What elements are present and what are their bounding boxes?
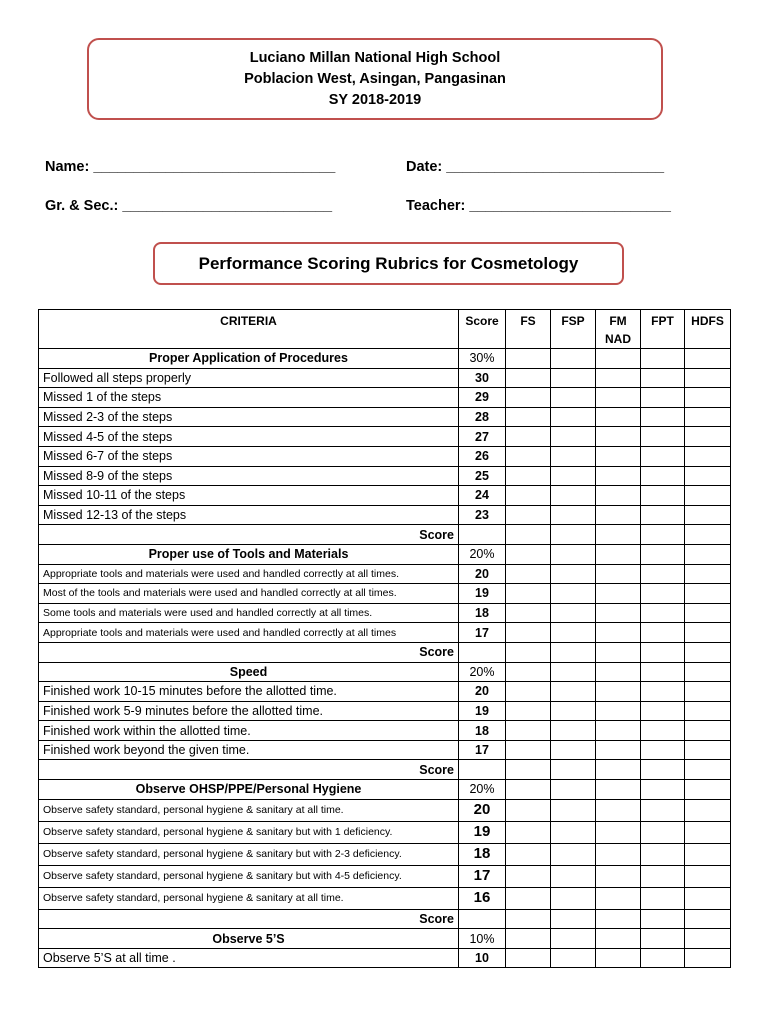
- rating-cell-fs[interactable]: [506, 843, 551, 865]
- score-cell: 19: [459, 821, 506, 843]
- criteria-cell: Finished work 10-15 minutes before the allotted time.: [39, 682, 459, 702]
- rating-cell-hdfs[interactable]: [685, 865, 731, 887]
- rating-cell-fsp[interactable]: [551, 564, 596, 584]
- rating-cell-fpt[interactable]: [641, 564, 685, 584]
- table-row: [39, 887, 731, 909]
- table-row: [39, 349, 731, 369]
- score-cell: 28: [459, 407, 506, 427]
- score-cell: 17: [459, 740, 506, 760]
- criteria-cell: Missed 12-13 of the steps: [39, 505, 459, 525]
- score-cell: 10%: [459, 929, 506, 949]
- rating-cell-fpt[interactable]: [641, 446, 685, 466]
- rating-cell-fsp[interactable]: [551, 721, 596, 741]
- rating-cell-fs[interactable]: [506, 446, 551, 466]
- rating-cell-fm-nad[interactable]: [596, 642, 641, 662]
- rating-cell-hdfs[interactable]: [685, 843, 731, 865]
- rating-cell-fs[interactable]: [506, 486, 551, 506]
- rating-cell-fs[interactable]: [506, 909, 551, 929]
- rubric-body: [39, 349, 731, 968]
- rating-cell-fpt[interactable]: [641, 603, 685, 623]
- criteria-cell: Observe 5’S at all time .: [39, 948, 459, 968]
- criteria-cell: Missed 1 of the steps: [39, 388, 459, 408]
- rating-cell-fs[interactable]: [506, 642, 551, 662]
- rating-cell-fs[interactable]: [506, 349, 551, 369]
- score-cell: 17: [459, 623, 506, 643]
- criteria-section-cell: Speed: [39, 662, 459, 682]
- table-row: [39, 682, 731, 702]
- header-fpt: FPT: [641, 310, 685, 349]
- rating-cell-fpt[interactable]: [641, 701, 685, 721]
- rating-cell-hdfs[interactable]: [685, 603, 731, 623]
- rating-cell-fm-nad[interactable]: [596, 544, 641, 564]
- rating-cell-hdfs[interactable]: [685, 505, 731, 525]
- rating-cell-fs[interactable]: [506, 948, 551, 968]
- rating-cell-fm-nad[interactable]: [596, 584, 641, 604]
- rating-cell-fpt[interactable]: [641, 780, 685, 800]
- rating-cell-fs[interactable]: [506, 544, 551, 564]
- score-cell: 20: [459, 682, 506, 702]
- rating-cell-fm-nad[interactable]: [596, 843, 641, 865]
- rating-cell-fpt[interactable]: [641, 721, 685, 741]
- rating-cell-fpt[interactable]: [641, 388, 685, 408]
- rating-cell-fpt[interactable]: [641, 887, 685, 909]
- rating-cell-fsp[interactable]: [551, 642, 596, 662]
- score-cell: 16: [459, 887, 506, 909]
- rating-cell-fsp[interactable]: [551, 701, 596, 721]
- criteria-cell: Observe safety standard, personal hygiene & sanitary but with 2-3 deficiency.: [39, 843, 459, 865]
- rating-cell-fpt[interactable]: [641, 662, 685, 682]
- table-row: [39, 564, 731, 584]
- rating-cell-fsp[interactable]: [551, 466, 596, 486]
- table-row: [39, 780, 731, 800]
- rating-cell-hdfs[interactable]: [685, 642, 731, 662]
- rating-cell-fm-nad[interactable]: [596, 623, 641, 643]
- rating-cell-fs[interactable]: [506, 623, 551, 643]
- school-year: SY 2018-2019: [328, 91, 422, 108]
- rating-cell-fpt[interactable]: [641, 486, 685, 506]
- rating-cell-fm-nad[interactable]: [596, 603, 641, 623]
- header-fm: FM: [609, 314, 627, 328]
- rating-cell-fsp[interactable]: [551, 799, 596, 821]
- rating-cell-fs[interactable]: [506, 721, 551, 741]
- rating-cell-fpt[interactable]: [641, 544, 685, 564]
- rating-cell-fpt[interactable]: [641, 760, 685, 780]
- rating-cell-hdfs[interactable]: [685, 821, 731, 843]
- table-header-row: [39, 310, 731, 349]
- rating-cell-fs[interactable]: [506, 799, 551, 821]
- score-cell: 23: [459, 505, 506, 525]
- score-cell: 26: [459, 446, 506, 466]
- rating-cell-fpt[interactable]: [641, 843, 685, 865]
- rating-cell-fm-nad[interactable]: [596, 682, 641, 702]
- rating-cell-fm-nad[interactable]: [596, 486, 641, 506]
- criteria-cell: Some tools and materials were used and handled correctly at all times.: [39, 603, 459, 623]
- rating-cell-fpt[interactable]: [641, 368, 685, 388]
- rating-cell-fs[interactable]: [506, 388, 551, 408]
- rating-cell-fsp[interactable]: [551, 349, 596, 369]
- table-row: [39, 740, 731, 760]
- rating-cell-fpt[interactable]: [641, 407, 685, 427]
- table-row: [39, 388, 731, 408]
- rating-cell-fsp[interactable]: [551, 821, 596, 843]
- rating-cell-fs[interactable]: [506, 887, 551, 909]
- rating-cell-fsp[interactable]: [551, 486, 596, 506]
- rating-cell-fs[interactable]: [506, 929, 551, 949]
- rating-cell-fs[interactable]: [506, 701, 551, 721]
- rating-cell-fm-nad[interactable]: [596, 909, 641, 929]
- table-row: [39, 603, 731, 623]
- table-row: [39, 466, 731, 486]
- rating-cell-hdfs[interactable]: [685, 740, 731, 760]
- score-cell: 20%: [459, 544, 506, 564]
- rating-cell-fs[interactable]: [506, 466, 551, 486]
- rating-cell-fm-nad[interactable]: [596, 948, 641, 968]
- criteria-cell: Finished work within the allotted time.: [39, 721, 459, 741]
- rating-cell-fpt[interactable]: [641, 929, 685, 949]
- score-cell: 18: [459, 721, 506, 741]
- criteria-cell: Missed 10-11 of the steps: [39, 486, 459, 506]
- rating-cell-fpt[interactable]: [641, 682, 685, 702]
- rating-cell-hdfs[interactable]: [685, 929, 731, 949]
- rating-cell-fm-nad[interactable]: [596, 466, 641, 486]
- score-cell: 29: [459, 388, 506, 408]
- rating-cell-fs[interactable]: [506, 780, 551, 800]
- criteria-cell: Appropriate tools and materials were used and handled correctly at all times: [39, 623, 459, 643]
- rating-cell-hdfs[interactable]: [685, 799, 731, 821]
- header-hdfs: HDFS: [685, 310, 731, 349]
- rating-cell-fm-nad[interactable]: [596, 505, 641, 525]
- table-row: [39, 427, 731, 447]
- score-cell: 19: [459, 701, 506, 721]
- rating-cell-hdfs[interactable]: [685, 544, 731, 564]
- rating-cell-fm-nad[interactable]: [596, 780, 641, 800]
- rating-cell-fpt[interactable]: [641, 623, 685, 643]
- rating-cell-fsp[interactable]: [551, 887, 596, 909]
- score-cell[interactable]: [459, 909, 506, 929]
- table-row: [39, 505, 731, 525]
- rating-cell-fs[interactable]: [506, 662, 551, 682]
- rating-cell-fm-nad[interactable]: [596, 821, 641, 843]
- score-cell: 18: [459, 843, 506, 865]
- header-fm-nad: [596, 310, 641, 349]
- score-cell: 18: [459, 603, 506, 623]
- score-cell: 17: [459, 865, 506, 887]
- criteria-section-cell: Proper Application of Procedures: [39, 349, 459, 369]
- criteria-cell: Missed 2-3 of the steps: [39, 407, 459, 427]
- rating-cell-fsp[interactable]: [551, 427, 596, 447]
- rating-cell-hdfs[interactable]: [685, 780, 731, 800]
- rating-cell-fs[interactable]: [506, 865, 551, 887]
- header-fsp: FSP: [551, 310, 596, 349]
- rating-cell-fsp[interactable]: [551, 865, 596, 887]
- rating-cell-fm-nad[interactable]: [596, 721, 641, 741]
- criteria-cell: Finished work beyond the given time.: [39, 740, 459, 760]
- rating-cell-fsp[interactable]: [551, 368, 596, 388]
- rating-cell-hdfs[interactable]: [685, 466, 731, 486]
- table-row: [39, 662, 731, 682]
- rating-cell-hdfs[interactable]: [685, 407, 731, 427]
- rating-cell-fm-nad[interactable]: [596, 887, 641, 909]
- rating-cell-hdfs[interactable]: [685, 349, 731, 369]
- criteria-cell: Appropriate tools and materials were used and handled correctly at all times.: [39, 564, 459, 584]
- rating-cell-fsp[interactable]: [551, 603, 596, 623]
- rating-cell-hdfs[interactable]: [685, 525, 731, 545]
- rating-cell-hdfs[interactable]: [685, 721, 731, 741]
- rating-cell-hdfs[interactable]: [685, 584, 731, 604]
- criteria-cell: Missed 8-9 of the steps: [39, 466, 459, 486]
- criteria-cell: Most of the tools and materials were used and handled correctly at all times.: [39, 584, 459, 604]
- rating-cell-fpt[interactable]: [641, 349, 685, 369]
- table-row: [39, 799, 731, 821]
- table-row: [39, 843, 731, 865]
- rating-cell-fsp[interactable]: [551, 780, 596, 800]
- rating-cell-fpt[interactable]: [641, 584, 685, 604]
- grade-section-field[interactable]: Gr. & Sec.: __________________________: [45, 198, 333, 214]
- rating-cell-fpt[interactable]: [641, 821, 685, 843]
- rating-cell-hdfs[interactable]: [685, 948, 731, 968]
- header-score: Score: [459, 310, 506, 349]
- rating-cell-fsp[interactable]: [551, 388, 596, 408]
- rating-cell-fpt[interactable]: [641, 427, 685, 447]
- rating-cell-hdfs[interactable]: [685, 486, 731, 506]
- rating-cell-hdfs[interactable]: [685, 760, 731, 780]
- rating-cell-hdfs[interactable]: [685, 368, 731, 388]
- date-field[interactable]: Date: ___________________________: [406, 159, 665, 175]
- rating-cell-fm-nad[interactable]: [596, 662, 641, 682]
- table-row: [39, 721, 731, 741]
- criteria-section-cell: Observe OHSP/PPE/Personal Hygiene: [39, 780, 459, 800]
- table-row: [39, 865, 731, 887]
- criteria-section-cell: Proper use of Tools and Materials: [39, 544, 459, 564]
- rating-cell-fm-nad[interactable]: [596, 760, 641, 780]
- rubric-table: [38, 309, 731, 968]
- score-cell: 27: [459, 427, 506, 447]
- rating-cell-fsp[interactable]: [551, 740, 596, 760]
- table-row: [39, 486, 731, 506]
- rating-cell-hdfs[interactable]: [685, 427, 731, 447]
- table-row: [39, 544, 731, 564]
- rating-cell-fs[interactable]: [506, 821, 551, 843]
- criteria-cell: Observe safety standard, personal hygiene & sanitary but with 4-5 deficiency.: [39, 865, 459, 887]
- rating-cell-fpt[interactable]: [641, 865, 685, 887]
- rating-cell-fs[interactable]: [506, 682, 551, 702]
- rating-cell-hdfs[interactable]: [685, 662, 731, 682]
- rating-cell-fm-nad[interactable]: [596, 564, 641, 584]
- table-row: [39, 407, 731, 427]
- score-cell[interactable]: [459, 642, 506, 662]
- rating-cell-fm-nad[interactable]: [596, 701, 641, 721]
- rating-cell-fsp[interactable]: [551, 525, 596, 545]
- rating-cell-fm-nad[interactable]: [596, 407, 641, 427]
- criteria-cell: Observe safety standard, personal hygiene & sanitary at all time.: [39, 799, 459, 821]
- name-field[interactable]: Name: ______________________________: [45, 159, 336, 175]
- score-cell: 20: [459, 564, 506, 584]
- rating-cell-fm-nad[interactable]: [596, 929, 641, 949]
- header-nad: NAD: [605, 332, 631, 346]
- rating-cell-fpt[interactable]: [641, 948, 685, 968]
- rating-cell-hdfs[interactable]: [685, 446, 731, 466]
- table-row: [39, 909, 731, 929]
- rating-cell-fm-nad[interactable]: [596, 740, 641, 760]
- score-cell: 19: [459, 584, 506, 604]
- table-row: [39, 701, 731, 721]
- rating-cell-fsp[interactable]: [551, 682, 596, 702]
- criteria-cell: Observe safety standard, personal hygiene & sanitary but with 1 deficiency.: [39, 821, 459, 843]
- criteria-cell: Finished work 5-9 minutes before the allotted time.: [39, 701, 459, 721]
- rubric-title: Performance Scoring Rubrics for Cosmetology: [153, 242, 624, 285]
- school-address: Poblacion West, Asingan, Pangasinan: [244, 70, 506, 87]
- rating-cell-fs[interactable]: [506, 407, 551, 427]
- rating-cell-fsp[interactable]: [551, 760, 596, 780]
- rating-cell-fsp[interactable]: [551, 505, 596, 525]
- rating-cell-fs[interactable]: [506, 760, 551, 780]
- score-total-label: Score: [39, 525, 459, 545]
- rating-cell-fsp[interactable]: [551, 929, 596, 949]
- score-cell[interactable]: [459, 760, 506, 780]
- criteria-cell: Missed 4-5 of the steps: [39, 427, 459, 447]
- score-cell: 20%: [459, 780, 506, 800]
- teacher-field[interactable]: Teacher: _________________________: [406, 198, 672, 214]
- table-row: [39, 760, 731, 780]
- criteria-cell: Missed 6-7 of the steps: [39, 446, 459, 466]
- score-cell: 20%: [459, 662, 506, 682]
- score-cell: 30: [459, 368, 506, 388]
- rating-cell-fm-nad[interactable]: [596, 446, 641, 466]
- rating-cell-fs[interactable]: [506, 368, 551, 388]
- rating-cell-hdfs[interactable]: [685, 388, 731, 408]
- rating-cell-fm-nad[interactable]: [596, 865, 641, 887]
- rating-cell-fsp[interactable]: [551, 446, 596, 466]
- table-row: [39, 623, 731, 643]
- table-row: [39, 948, 731, 968]
- criteria-cell: Observe safety standard, personal hygiene & sanitary at all time.: [39, 887, 459, 909]
- school-name: Luciano Millan National High School: [249, 49, 501, 66]
- rating-cell-fpt[interactable]: [641, 505, 685, 525]
- rating-cell-hdfs[interactable]: [685, 909, 731, 929]
- rating-cell-fpt[interactable]: [641, 799, 685, 821]
- table-row: [39, 821, 731, 843]
- rating-cell-fs[interactable]: [506, 603, 551, 623]
- rating-cell-fpt[interactable]: [641, 466, 685, 486]
- rating-cell-fsp[interactable]: [551, 843, 596, 865]
- rating-cell-fm-nad[interactable]: [596, 349, 641, 369]
- rating-cell-fsp[interactable]: [551, 544, 596, 564]
- rating-cell-hdfs[interactable]: [685, 623, 731, 643]
- table-row: [39, 929, 731, 949]
- rating-cell-fm-nad[interactable]: [596, 525, 641, 545]
- table-row: [39, 525, 731, 545]
- rating-cell-fpt[interactable]: [641, 642, 685, 662]
- table-row: [39, 642, 731, 662]
- criteria-cell: Followed all steps properly: [39, 368, 459, 388]
- rating-cell-fs[interactable]: [506, 525, 551, 545]
- header-criteria: CRITERIA: [39, 310, 459, 349]
- rating-cell-fm-nad[interactable]: [596, 388, 641, 408]
- rating-cell-fpt[interactable]: [641, 740, 685, 760]
- rating-cell-hdfs[interactable]: [685, 701, 731, 721]
- score-total-label: Score: [39, 760, 459, 780]
- rating-cell-fpt[interactable]: [641, 909, 685, 929]
- rating-cell-fs[interactable]: [506, 740, 551, 760]
- rating-cell-fsp[interactable]: [551, 584, 596, 604]
- rating-cell-fs[interactable]: [506, 584, 551, 604]
- rating-cell-hdfs[interactable]: [685, 564, 731, 584]
- score-total-label: Score: [39, 909, 459, 929]
- rating-cell-fsp[interactable]: [551, 909, 596, 929]
- score-cell: 25: [459, 466, 506, 486]
- rating-cell-fsp[interactable]: [551, 623, 596, 643]
- rating-cell-hdfs[interactable]: [685, 887, 731, 909]
- table-row: [39, 584, 731, 604]
- school-header-box: [87, 38, 663, 120]
- score-cell: 20: [459, 799, 506, 821]
- rating-cell-hdfs[interactable]: [685, 682, 731, 702]
- rating-cell-fs[interactable]: [506, 505, 551, 525]
- table-row: [39, 446, 731, 466]
- table-row: [39, 368, 731, 388]
- score-total-label: Score: [39, 642, 459, 662]
- rating-cell-fs[interactable]: [506, 564, 551, 584]
- rating-cell-fsp[interactable]: [551, 948, 596, 968]
- score-cell: 24: [459, 486, 506, 506]
- rating-cell-fs[interactable]: [506, 427, 551, 447]
- rating-cell-fm-nad[interactable]: [596, 368, 641, 388]
- rating-cell-fm-nad[interactable]: [596, 427, 641, 447]
- score-cell: 30%: [459, 349, 506, 369]
- score-cell[interactable]: [459, 525, 506, 545]
- rating-cell-fpt[interactable]: [641, 525, 685, 545]
- rating-cell-fsp[interactable]: [551, 662, 596, 682]
- rating-cell-fm-nad[interactable]: [596, 799, 641, 821]
- rating-cell-fsp[interactable]: [551, 407, 596, 427]
- score-cell: 10: [459, 948, 506, 968]
- header-fs: FS: [506, 310, 551, 349]
- criteria-section-cell: Observe 5’S: [39, 929, 459, 949]
